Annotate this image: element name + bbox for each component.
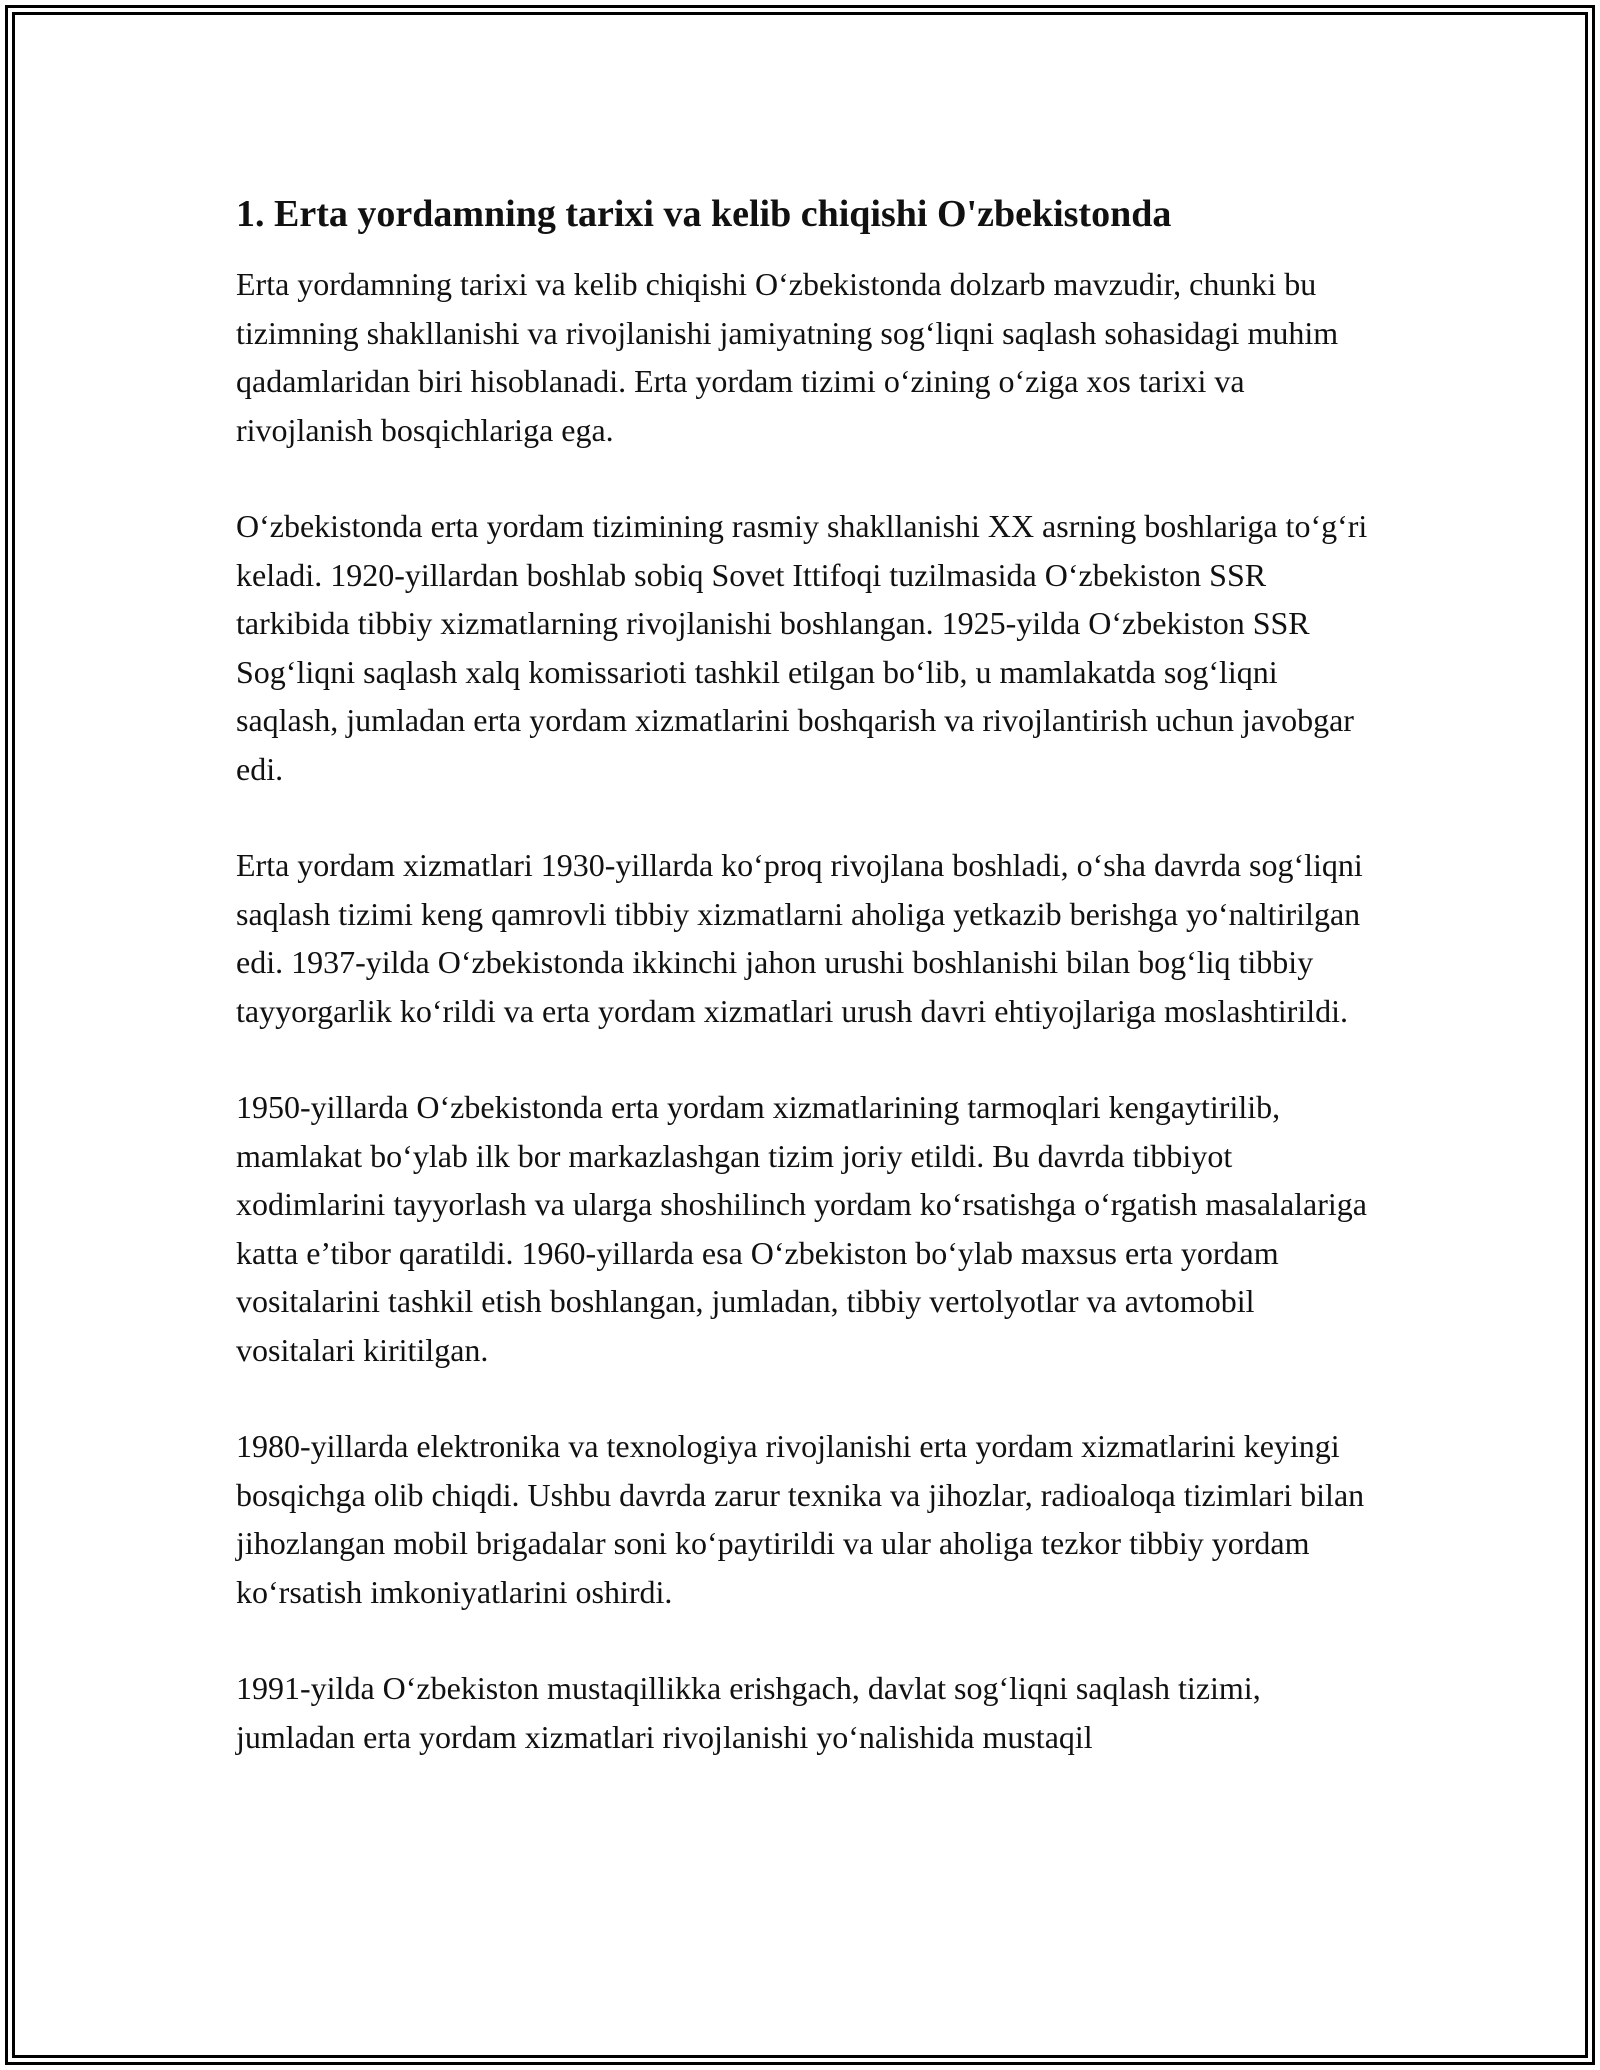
paragraph-5: 1980-yillarda elektronika va texnologiya rivojlanishi erta yordam xizmatlarini keyingi bosqichga olib chiqdi. Ushbu davrda zarur texnika va jihozlar, radioaloqa tizimlari bilan jihozlangan mobil brigadalar soni ko‘paytirildi va ular aholiga tezkor tibbiy yordam ko‘rsatish imkoniyatlarini oshirdi. <box>236 1428 1365 1610</box>
paragraph-4: 1950-yillarda O‘zbekistonda erta yordam xizmatlarining tarmoqlari kengaytirilib, mamlakat bo‘ylab ilk bor markazlashgan tizim joriy etildi. Bu davrda tibbiyot xodimlarini tayyorlash va ularga shoshilinch yordam ko‘rsatishga o‘rgatish masalalariga katta e’tibor qaratildi. 1960-yillarda esa O‘zbekiston bo‘ylab maxsus erta yordam vositalarini tashkil etish boshlangan, jumladan, tibbiy vertolyotlar va avtomobil vositalari kiritilgan. <box>236 1089 1367 1368</box>
section-heading: 1. Erta yordamning tarixi va kelib chiqishi O'zbekistonda <box>236 193 1172 235</box>
paragraph-3: Erta yordam xizmatlari 1930-yillarda ko‘proq rivojlana boshladi, o‘sha davrda sog‘liqni saqlash tizimi keng qamrovli tibbiy xizmatlarni aholiga yetkazib berishga yo‘naltirilgan edi. 1937-yilda O‘zbekistonda ikkinchi jahon urushi boshlanishi bilan bog‘liq tibbiy tayyorgarlik ko‘rildi va erta yordam xizmatlari urush davri ehtiyojlariga moslashtirildi. <box>236 847 1363 1029</box>
paragraph-2: O‘zbekistonda erta yordam tizimining rasmiy shakllanishi XX asrning boshlariga to‘g‘ri keladi. 1920-yillardan boshlab sobiq Sovet Ittifoqi tuzilmasida O‘zbekiston SSR tarkibida tibbiy xizmatlarning rivojlanishi boshlangan. 1925-yilda O‘zbekiston SSR Sog‘liqni saqlash xalq komissarioti tashkil etilgan bo‘lib, u mamlakatda sog‘liqni saqlash, jumladan erta yordam xizmatlarini boshqarish va rivojlantirish uchun javobgar edi. <box>236 508 1368 787</box>
document-body <box>236 188 1376 1809</box>
paragraph-1: Erta yordamning tarixi va kelib chiqishi O‘zbekistonda dolzarb mavzudir, chunki bu tizimning shakllanishi va rivojlanishi jamiyatning sog‘liqni saqlash sohasidagi muhim qadamlaridan biri hisoblanadi. Erta yordam tizimi o‘zining o‘ziga xos tarixi va rivojlanish bosqichlariga ega. <box>236 266 1339 448</box>
paragraph-6: 1991-yilda O‘zbekiston mustaqillikka erishgach, davlat sog‘liqni saqlash tizimi, jumladan erta yordam xizmatlari rivojlanishi yo‘nalishida mustaqil <box>236 1670 1261 1755</box>
